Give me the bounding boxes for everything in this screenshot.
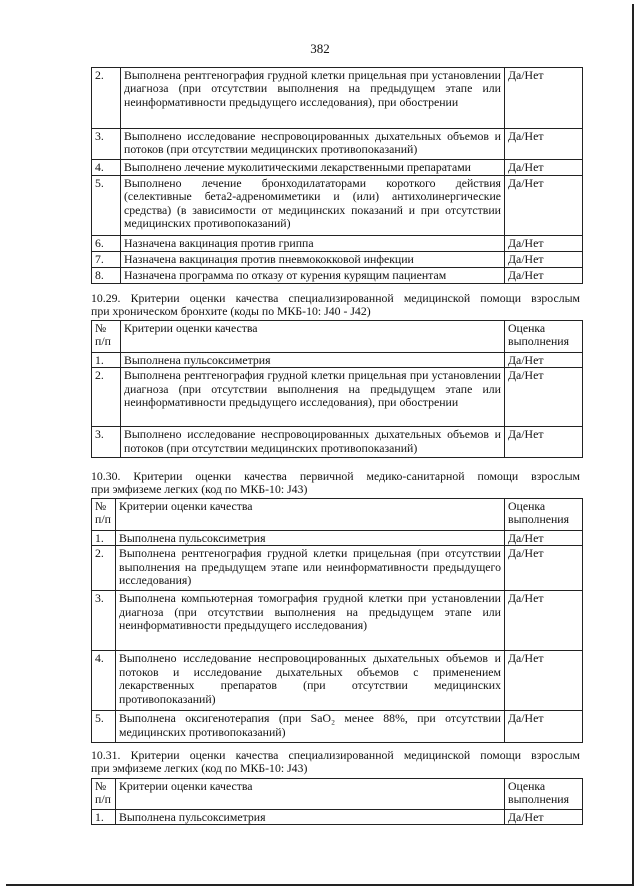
criteria-table-10-31	[91, 778, 583, 825]
table-row	[92, 252, 583, 268]
row-number: 1.	[92, 531, 116, 546]
row-number: 5.	[92, 176, 121, 236]
column-header-criteria: Критерии оценки качества	[121, 321, 505, 353]
column-header-number: № п/п	[92, 499, 116, 531]
criterion-text: Назначена вакцинация против гриппа	[121, 236, 505, 252]
criterion-text: Выполнена пульсоксиметрия	[121, 353, 505, 368]
column-header-evaluation: Оценка выполнения	[505, 779, 583, 810]
column-header-evaluation: Оценка выполнения	[505, 499, 583, 531]
evaluation-value: Да/Нет	[505, 176, 583, 236]
table-row	[92, 591, 583, 651]
section-title-10-29	[91, 292, 580, 319]
section-title-line: при эмфиземе легких (код по МКБ-10: J43)	[91, 482, 308, 497]
criterion-text: Выполнено исследование неспровоцированных дыхательных объемов и потоков (при отсутствии медицинских противопоказаний)	[121, 427, 505, 458]
evaluation-value: Да/Нет	[505, 651, 583, 711]
table-row	[92, 268, 583, 284]
criterion-text: Выполнена рентгенография грудной клетки прицельная при установлении диагноза (при отсутствии выполнения на предыдущем этапе или неинформативности предыдущего исследования), при обострении	[121, 368, 505, 427]
page-number: 382	[310, 41, 330, 56]
criterion-text: Выполнена компьютерная томография грудной клетки при установлении диагноза (при отсутствии выполнения на предыдущем этапе или неинформативности предыдущего исследования)	[116, 591, 505, 651]
evaluation-value: Да/Нет	[505, 711, 583, 743]
column-header-number: № п/п	[92, 779, 116, 810]
evaluation-value: Да/Нет	[505, 236, 583, 252]
section-title-10-31	[91, 749, 580, 776]
criterion-text: Выполнена пульсоксиметрия	[116, 810, 505, 825]
evaluation-value: Да/Нет	[505, 810, 583, 825]
evaluation-value: Да/Нет	[505, 268, 583, 284]
evaluation-value: Да/Нет	[505, 252, 583, 268]
row-number: 2.	[92, 546, 116, 591]
evaluation-value: Да/Нет	[505, 160, 583, 176]
criterion-text: Выполнена рентгенография грудной клетки прицельная (при отсутствии выполнения на предыдущем этапе или неинформативности предыдущего исследования)	[116, 546, 505, 591]
criterion-text: Выполнено исследование неспровоцированных дыхательных объемов и потоков (при отсутствии медицинских противопоказаний)	[121, 129, 505, 160]
criterion-text: Выполнена оксигенотерапия (при SaO₂ менее 88%, при отсутствии медицинских противопоказаний)	[116, 711, 505, 743]
evaluation-value: Да/Нет	[505, 531, 583, 546]
row-number: 4.	[92, 160, 121, 176]
row-number: 3.	[92, 129, 121, 160]
row-number: 2.	[92, 368, 121, 427]
row-number: 1.	[92, 353, 121, 368]
section-title-line: 10.31. Критерии оценки качества специализированной медицинской помощи взрослым	[91, 748, 580, 762]
evaluation-value: Да/Нет	[505, 427, 583, 458]
evaluation-value: Да/Нет	[505, 368, 583, 427]
criterion-text: Выполнено исследование неспровоцированных дыхательных объемов и потоков и исследование дыхательных объемов с применением лекарственных препаратов (при отсутствии медицинских противопоказаний)	[116, 651, 505, 711]
evaluation-value: Да/Нет	[505, 353, 583, 368]
criterion-text: Назначена программа по отказу от курения курящим пациентам	[121, 268, 505, 284]
criteria-table-continued	[91, 67, 583, 284]
table-row	[92, 176, 583, 236]
row-number: 3.	[92, 427, 121, 458]
criterion-text: Выполнена пульсоксиметрия	[116, 531, 505, 546]
column-header-criteria: Критерии оценки качества	[116, 499, 505, 531]
table-row	[92, 68, 583, 129]
column-header-evaluation: Оценка выполнения	[505, 321, 583, 353]
row-number: 4.	[92, 651, 116, 711]
section-title-line: при эмфиземе легких (код по МКБ-10: J43)	[91, 761, 308, 776]
table-header-row	[92, 321, 583, 353]
row-number: 7.	[92, 252, 121, 268]
section-title-line: 10.29. Критерии оценки качества специализированной медицинской помощи взрослым	[91, 291, 580, 305]
table-row	[92, 531, 583, 546]
row-number: 5.	[92, 711, 116, 743]
row-number: 3.	[92, 591, 116, 651]
table-row	[92, 810, 583, 825]
table-header-row	[92, 779, 583, 810]
evaluation-value: Да/Нет	[505, 68, 583, 129]
table-row	[92, 651, 583, 711]
criterion-text: Назначена вакцинация против пневмококковой инфекции	[121, 252, 505, 268]
column-header-criteria: Критерии оценки качества	[116, 779, 505, 810]
table-row	[92, 236, 583, 252]
table-row	[92, 546, 583, 591]
section-title-10-30	[91, 470, 580, 497]
section-title-line: при хроническом бронхите (коды по МКБ-10: J40 - J42)	[91, 304, 371, 319]
criterion-text: Выполнено лечение муколитическими лекарственными препаратами	[121, 160, 505, 176]
table-row	[92, 353, 583, 368]
evaluation-value: Да/Нет	[505, 591, 583, 651]
criteria-table-10-30	[91, 498, 583, 743]
criterion-text: Выполнено лечение бронходилататорами короткого действия (селективные бета2-адреномиметики и (или) антихолинергические средства) (в зависимости от медицинских показаний и при отсутствии медицинских противопоказаний)	[121, 176, 505, 236]
criteria-table-10-29	[91, 320, 583, 458]
column-header-number: № п/п	[92, 321, 121, 353]
row-number: 2.	[92, 68, 121, 129]
table-row	[92, 129, 583, 160]
table-row	[92, 160, 583, 176]
table-row	[92, 368, 583, 427]
row-number: 8.	[92, 268, 121, 284]
criterion-text: Выполнена рентгенография грудной клетки прицельная при установлении диагноза (при отсутствии выполнения на предыдущем этапе или неинформативности предыдущего исследования), при обострении	[121, 68, 505, 129]
table-header-row	[92, 499, 583, 531]
row-number: 1.	[92, 810, 116, 825]
table-row	[92, 427, 583, 458]
row-number: 6.	[92, 236, 121, 252]
table-row	[92, 711, 583, 743]
section-title-line: 10.30. Критерии оценки качества первичной медико-санитарной помощи взрослым	[91, 469, 580, 483]
evaluation-value: Да/Нет	[505, 546, 583, 591]
evaluation-value: Да/Нет	[505, 129, 583, 160]
